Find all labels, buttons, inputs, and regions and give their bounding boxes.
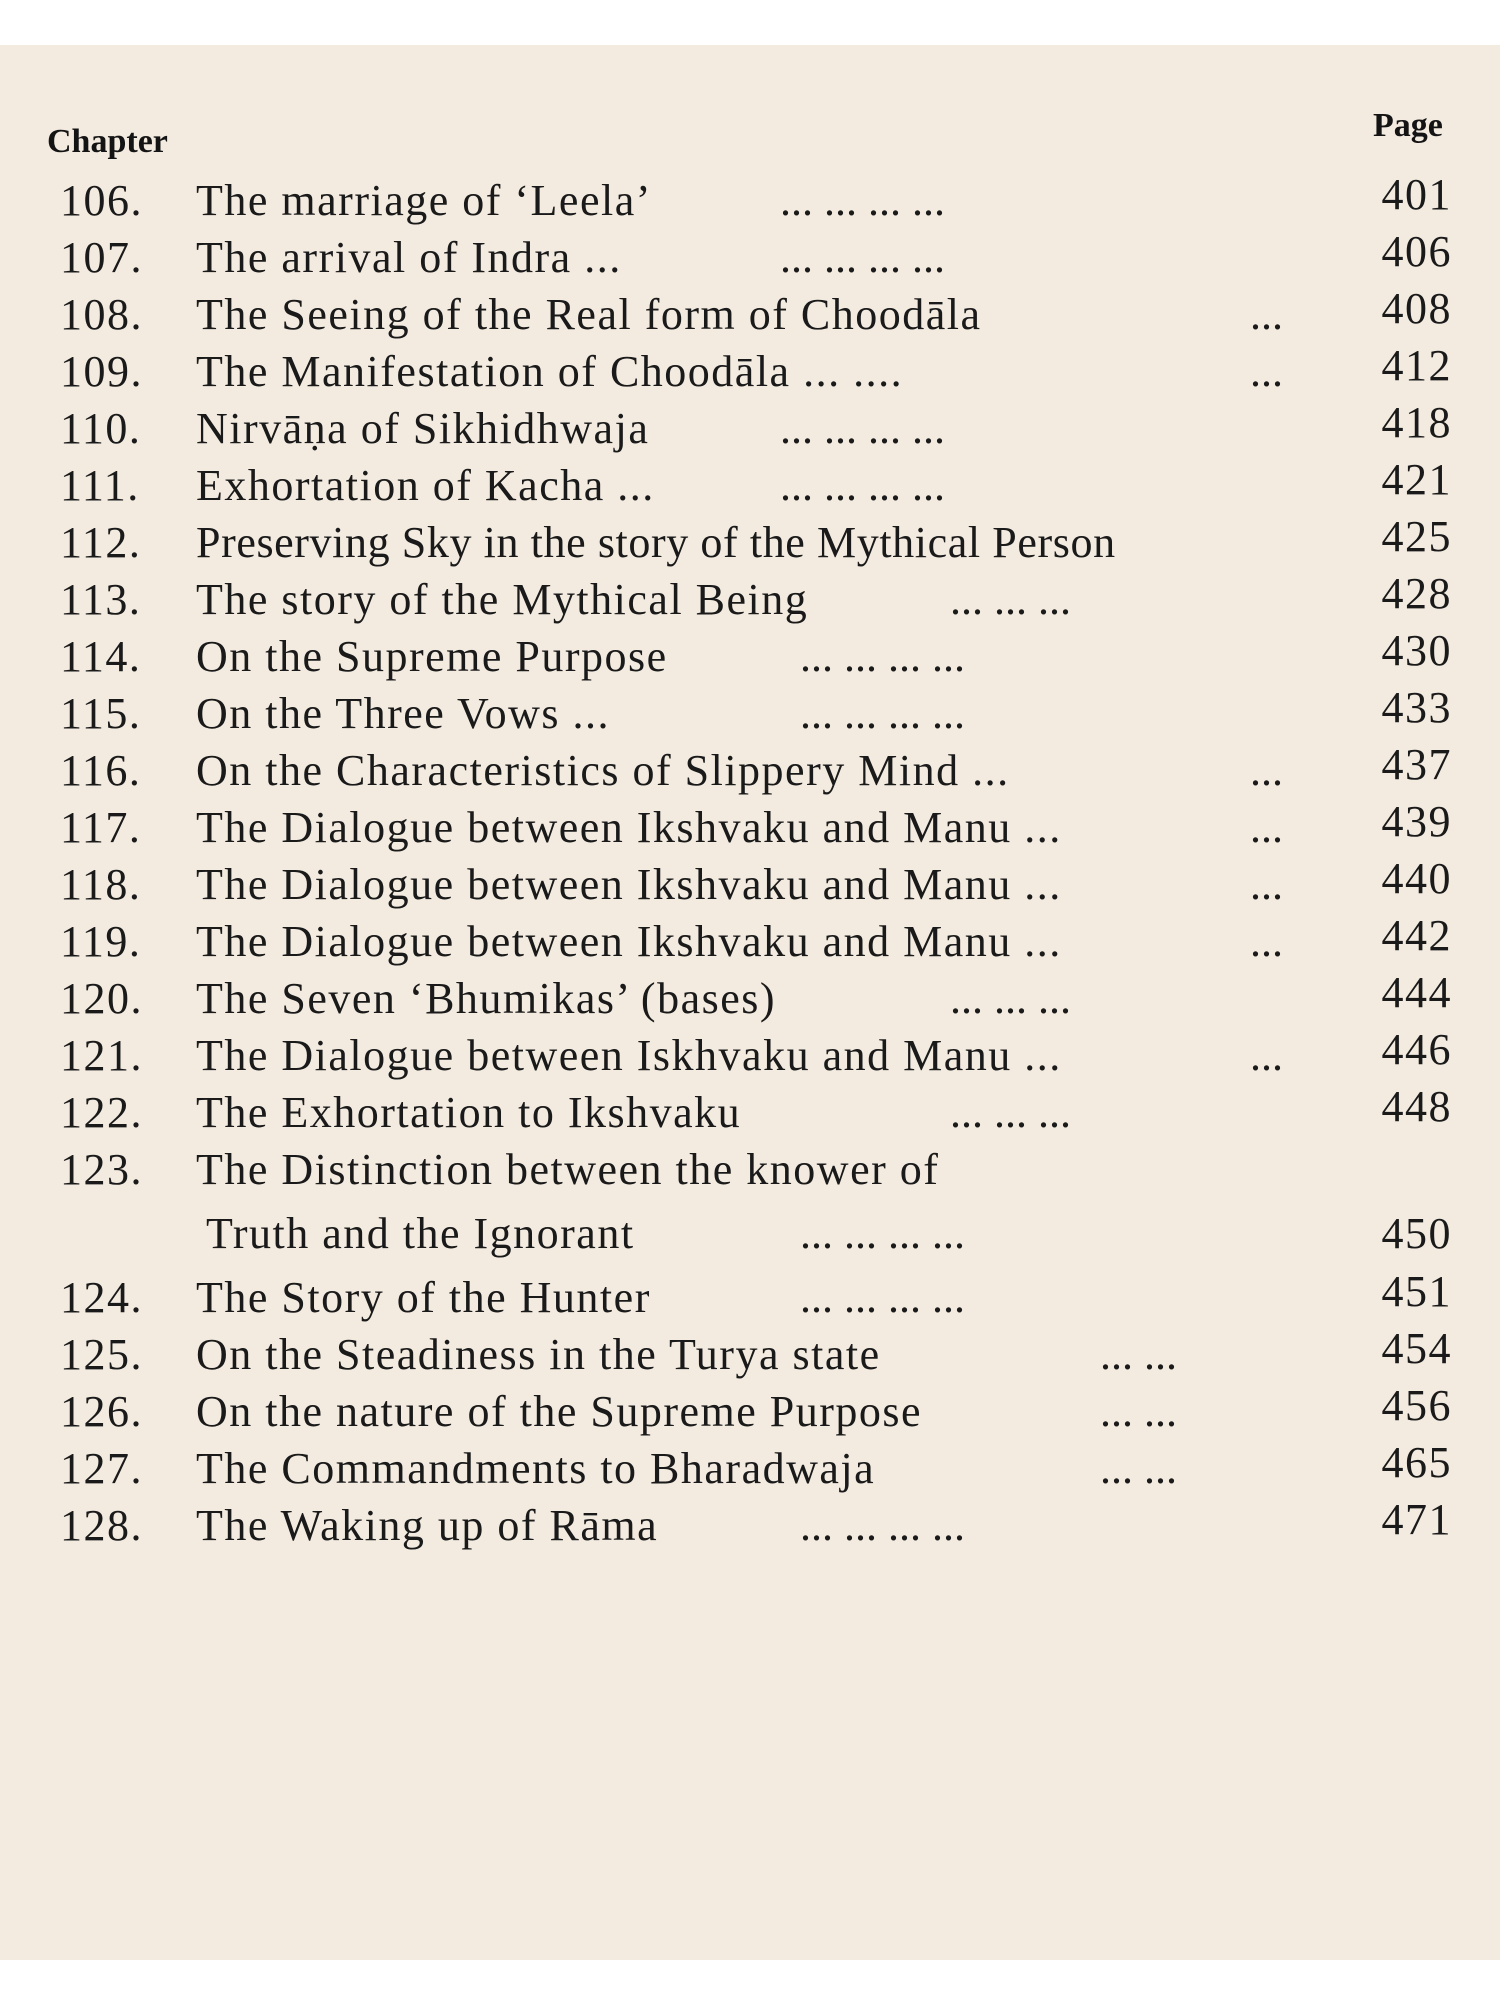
entry-page: 421 (1381, 455, 1452, 504)
entry-number: 113. (60, 575, 142, 624)
entry-title: The Story of the Hunter (196, 1273, 651, 1322)
entry-number: 121. (60, 1031, 143, 1080)
entry-page: 448 (1381, 1082, 1452, 1131)
entry-title-continued: Truth and the Ignorant (206, 1209, 635, 1258)
entry-title: On the Supreme Purpose (196, 632, 668, 681)
entry-number: 117. (60, 803, 142, 852)
entry-number: 120. (60, 974, 143, 1023)
dot-leader: ... (1250, 1031, 1283, 1080)
entry-page: 446 (1381, 1025, 1452, 1074)
dot-leader: ... (1250, 860, 1283, 909)
entry-number: 115. (60, 689, 142, 738)
entry-page: 454 (1381, 1324, 1452, 1373)
entry-number: 125. (60, 1330, 143, 1379)
toc-entry (0, 683, 1500, 748)
dot-leader: ... ... (1100, 1444, 1177, 1493)
entry-page: 418 (1381, 398, 1452, 447)
entry-number: 111. (60, 461, 140, 510)
toc-entry (0, 968, 1500, 1033)
entry-number: 108. (60, 290, 143, 339)
entry-title: The Dialogue between Ikshvaku and Manu ... (196, 917, 1062, 966)
toc-entry (0, 854, 1500, 919)
entry-title: The marriage of ‘Leela’ (196, 176, 652, 225)
entry-page: 456 (1381, 1381, 1452, 1430)
entry-title: Preserving Sky in the story of the Mythical Person (196, 518, 1116, 567)
entry-page: 442 (1381, 911, 1452, 960)
entry-page: 439 (1381, 797, 1452, 846)
entry-page: 425 (1381, 512, 1452, 561)
page-column-header: Page (1373, 107, 1443, 144)
entry-number: 118. (60, 860, 142, 909)
entry-title: The Exhortation to Ikshvaku (196, 1088, 742, 1137)
book-page (0, 45, 1500, 1960)
entry-title: On the Steadiness in the Turya state (196, 1330, 881, 1379)
toc-entry (0, 797, 1500, 862)
toc-entry (0, 284, 1500, 349)
toc-entry (0, 1495, 1500, 1560)
toc-entry (0, 1438, 1500, 1503)
toc-entry (0, 1324, 1500, 1389)
entry-page: 430 (1381, 626, 1452, 675)
dot-leader: ... ... ... ... (780, 404, 945, 453)
toc-entry (0, 1082, 1500, 1147)
entry-title: The Seeing of the Real form of Choodāla (196, 290, 982, 339)
dot-leader: ... ... ... (950, 974, 1071, 1023)
dot-leader: ... (1250, 347, 1283, 396)
entry-page: 406 (1381, 227, 1452, 276)
entry-number: 112. (60, 518, 142, 567)
entry-page: 437 (1381, 740, 1452, 789)
toc-entry (0, 512, 1500, 577)
entry-number: 124. (60, 1273, 143, 1322)
entry-number: 109. (60, 347, 143, 396)
dot-leader: ... ... ... ... (780, 176, 945, 225)
entry-number: 110. (60, 404, 142, 453)
toc-entry (0, 1144, 1500, 1269)
dot-leader: ... (1250, 917, 1283, 966)
entry-number: 107. (60, 233, 143, 282)
toc-entry (0, 740, 1500, 805)
dot-leader: ... ... ... ... (800, 1209, 965, 1258)
entry-title: The Commandments to Bharadwaja (196, 1444, 876, 1493)
dot-leader: ... ... (1100, 1387, 1177, 1436)
toc-entry (0, 911, 1500, 976)
toc-entry (0, 398, 1500, 463)
toc-entry (0, 170, 1500, 235)
entry-title: The Waking up of Rāma (196, 1501, 659, 1550)
dot-leader: ... ... ... ... (800, 689, 965, 738)
entry-title: On the Three Vows ... (196, 689, 611, 738)
toc-entry (0, 1267, 1500, 1332)
entry-page: 451 (1381, 1267, 1452, 1316)
dot-leader: ... ... (1100, 1330, 1177, 1379)
toc-entry (0, 626, 1500, 691)
toc-entry (0, 227, 1500, 292)
chapter-column-header: Chapter (47, 123, 168, 160)
entry-page: 408 (1381, 284, 1452, 333)
entry-title: The Dialogue between Ikshvaku and Manu ... (196, 803, 1062, 852)
entry-number: 128. (60, 1501, 143, 1550)
entry-title: Exhortation of Kacha ... (196, 461, 655, 510)
entry-number: 116. (60, 746, 142, 795)
entry-page: 412 (1381, 341, 1452, 390)
entry-page: 401 (1381, 170, 1452, 219)
dot-leader: ... (1250, 746, 1283, 795)
entry-page: 440 (1381, 854, 1452, 903)
dot-leader: ... ... ... ... (800, 632, 965, 681)
entry-title: The arrival of Indra ... (196, 233, 622, 282)
entry-page: 465 (1381, 1438, 1452, 1487)
entry-number: 127. (60, 1444, 143, 1493)
entry-number: 106. (60, 176, 143, 225)
entry-number: 123. (60, 1145, 143, 1194)
entry-number: 119. (60, 917, 142, 966)
entry-page: 433 (1381, 683, 1452, 732)
dot-leader: ... ... ... ... (800, 1501, 965, 1550)
entry-page: 471 (1381, 1495, 1452, 1544)
toc-entry (0, 1025, 1500, 1090)
entry-title: Nirvāṇa of Sikhidhwaja (196, 404, 650, 453)
entry-page: 444 (1381, 968, 1452, 1017)
toc-entry (0, 1381, 1500, 1446)
entry-number: 114. (60, 632, 142, 681)
dot-leader: ... ... ... ... (780, 233, 945, 282)
entry-title: The Manifestation of Choodāla ... .... (196, 347, 904, 396)
entry-page: 428 (1381, 569, 1452, 618)
entry-title: On the nature of the Supreme Purpose (196, 1387, 923, 1436)
dot-leader: ... ... ... (950, 575, 1071, 624)
dot-leader: ... ... ... ... (800, 1273, 965, 1322)
entry-page: 450 (1381, 1209, 1452, 1258)
toc-entry (0, 569, 1500, 634)
entry-title: On the Characteristics of Slippery Mind ... (196, 746, 1010, 795)
entry-title: The Distinction between the knower of (196, 1145, 940, 1194)
toc-entry (0, 455, 1500, 520)
entry-number: 122. (60, 1088, 143, 1137)
toc-entry (0, 341, 1500, 406)
entry-title: The Dialogue between Ikshvaku and Manu ... (196, 860, 1062, 909)
entry-title: The story of the Mythical Being (196, 575, 809, 624)
dot-leader: ... ... ... (950, 1088, 1071, 1137)
dot-leader: ... (1250, 290, 1283, 339)
entry-title: The Dialogue between Iskhvaku and Manu ... (196, 1031, 1062, 1080)
entry-number: 126. (60, 1387, 143, 1436)
dot-leader: ... ... ... ... (780, 461, 945, 510)
entry-title: The Seven ‘Bhumikas’ (bases) (196, 974, 777, 1023)
dot-leader: ... (1250, 803, 1283, 852)
